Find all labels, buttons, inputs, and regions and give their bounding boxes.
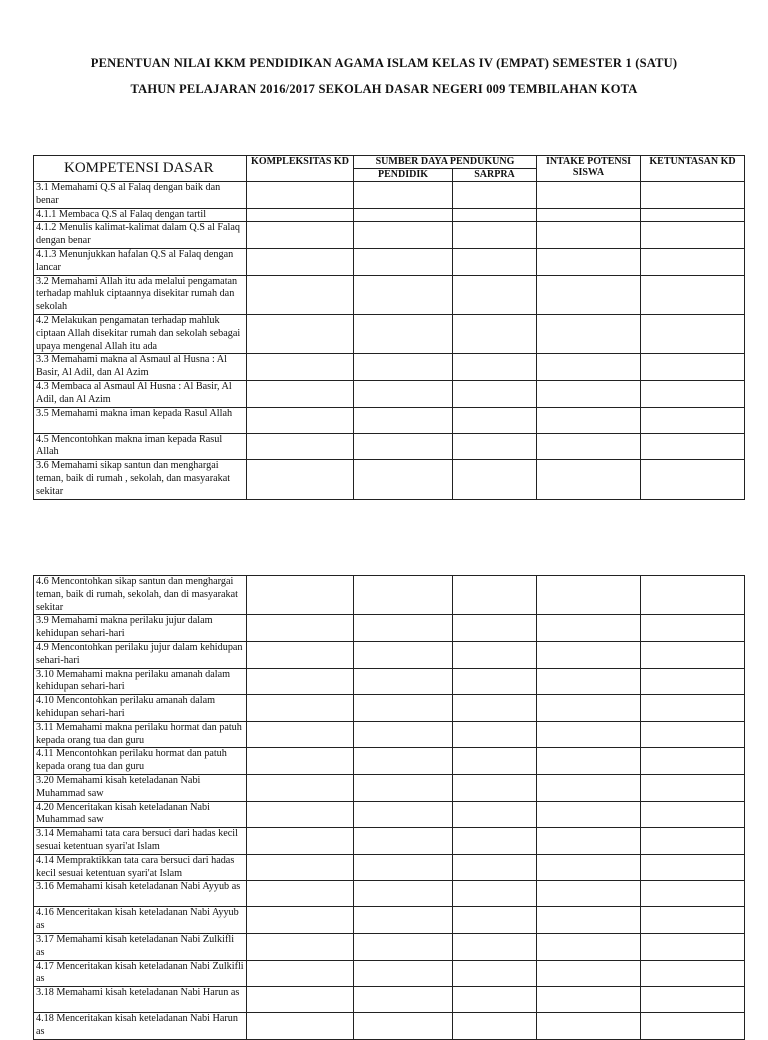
table-row <box>34 987 745 1013</box>
pendidik-cell[interactable] <box>354 314 453 353</box>
sarpra-cell[interactable] <box>453 907 537 934</box>
ketuntasan-cell[interactable] <box>641 801 745 828</box>
table-row <box>34 248 745 275</box>
table-row <box>34 615 745 642</box>
table-row <box>34 275 745 314</box>
kompleksitas-cell[interactable] <box>247 460 354 499</box>
intake-cell[interactable] <box>537 248 641 275</box>
kompleksitas-cell[interactable] <box>247 907 354 934</box>
kompleksitas-cell[interactable] <box>247 641 354 668</box>
pendidik-cell[interactable] <box>354 641 453 668</box>
pendidik-cell[interactable] <box>354 854 453 881</box>
kompetensi-dasar-cell: 4.2 Melakukan pengamatan terhadap mahluk ciptaan Allah disekitar rumah dan sekolah sebagai upaya mengenal Allah itu ada <box>34 314 247 353</box>
sarpra-cell[interactable] <box>453 933 537 960</box>
header-kompetensi-dasar: KOMPETENSI DASAR <box>34 156 247 182</box>
table-row <box>34 182 745 209</box>
header-ketuntasan-kd: KETUNTASAN KD <box>641 156 745 182</box>
kompleksitas-cell[interactable] <box>247 248 354 275</box>
intake-cell[interactable] <box>537 222 641 249</box>
kompetensi-dasar-cell: 4.17 Menceritakan kisah keteladanan Nabi Zulkifli as <box>34 960 247 987</box>
pendidik-cell[interactable] <box>354 222 453 249</box>
kompetensi-dasar-cell: 3.3 Memahami makna al Asmaul al Husna : Al Basir, Al Adil, dan Al Azim <box>34 354 247 381</box>
sarpra-cell[interactable] <box>453 182 537 209</box>
ketuntasan-cell[interactable] <box>641 933 745 960</box>
kompetensi-dasar-cell: 3.11 Memahami makna perilaku hormat dan patuh kepada orang tua dan guru <box>34 721 247 748</box>
ketuntasan-cell[interactable] <box>641 774 745 801</box>
ketuntasan-cell[interactable] <box>641 641 745 668</box>
sarpra-cell[interactable] <box>453 380 537 407</box>
intake-cell[interactable] <box>537 828 641 855</box>
intake-cell[interactable] <box>537 576 641 615</box>
ketuntasan-cell[interactable] <box>641 407 745 433</box>
pendidik-cell[interactable] <box>354 668 453 695</box>
ketuntasan-cell[interactable] <box>641 208 745 222</box>
pendidik-cell[interactable] <box>354 695 453 722</box>
sarpra-cell[interactable] <box>453 314 537 353</box>
intake-cell[interactable] <box>537 933 641 960</box>
pendidik-cell[interactable] <box>354 960 453 987</box>
table-row <box>34 933 745 960</box>
table-row <box>34 314 745 353</box>
pendidik-cell[interactable] <box>354 576 453 615</box>
kompleksitas-cell[interactable] <box>247 354 354 381</box>
document-title: PENENTUAN NILAI KKM PENDIDIKAN AGAMA ISLAM KELAS IV (EMPAT) SEMESTER 1 (SATU) <box>90 56 678 70</box>
header-intake-potensi-siswa: INTAKE POTENSI SISWA <box>537 156 641 182</box>
ketuntasan-cell[interactable] <box>641 460 745 499</box>
kompleksitas-cell[interactable] <box>247 695 354 722</box>
sarpra-cell[interactable] <box>453 801 537 828</box>
ketuntasan-cell[interactable] <box>641 222 745 249</box>
pendidik-cell[interactable] <box>354 182 453 209</box>
ketuntasan-cell[interactable] <box>641 380 745 407</box>
intake-cell[interactable] <box>537 668 641 695</box>
ketuntasan-cell[interactable] <box>641 881 745 907</box>
kompleksitas-cell[interactable] <box>247 433 354 460</box>
kompetensi-dasar-cell: 4.9 Mencontohkan perilaku jujur dalam kehidupan sehari-hari <box>34 641 247 668</box>
kompleksitas-cell[interactable] <box>247 774 354 801</box>
kompetensi-dasar-cell: 3.6 Memahami sikap santun dan menghargai teman, baik di rumah , sekolah, dan masyarakat sekitar <box>34 460 247 499</box>
ketuntasan-cell[interactable] <box>641 314 745 353</box>
sarpra-cell[interactable] <box>453 275 537 314</box>
sarpra-cell[interactable] <box>453 641 537 668</box>
kompleksitas-cell[interactable] <box>247 407 354 433</box>
intake-cell[interactable] <box>537 748 641 775</box>
ketuntasan-cell[interactable] <box>641 615 745 642</box>
kompetensi-dasar-cell: 3.2 Memahami Allah itu ada melalui pengamatan terhadap mahluk ciptaannya disekitar rumah dan sekolah <box>34 275 247 314</box>
intake-cell[interactable] <box>537 314 641 353</box>
kompleksitas-cell[interactable] <box>247 222 354 249</box>
table-row <box>34 854 745 881</box>
table-row <box>34 960 745 987</box>
kompetensi-dasar-cell: 4.1.2 Menulis kalimat-kalimat dalam Q.S al Falaq dengan benar <box>34 222 247 249</box>
sarpra-cell[interactable] <box>453 695 537 722</box>
table-row <box>34 460 745 499</box>
kompleksitas-cell[interactable] <box>247 854 354 881</box>
kompleksitas-cell[interactable] <box>247 801 354 828</box>
table-row <box>34 407 745 433</box>
intake-cell[interactable] <box>537 695 641 722</box>
pendidik-cell[interactable] <box>354 774 453 801</box>
intake-cell[interactable] <box>537 615 641 642</box>
sarpra-cell[interactable] <box>453 433 537 460</box>
pendidik-cell[interactable] <box>354 987 453 1013</box>
intake-cell[interactable] <box>537 721 641 748</box>
kompleksitas-cell[interactable] <box>247 933 354 960</box>
sarpra-cell[interactable] <box>453 248 537 275</box>
table-row <box>34 907 745 934</box>
ketuntasan-cell[interactable] <box>641 695 745 722</box>
ketuntasan-cell[interactable] <box>641 248 745 275</box>
kompetensi-dasar-cell: 4.16 Menceritakan kisah keteladanan Nabi Ayyub as <box>34 907 247 934</box>
ketuntasan-cell[interactable] <box>641 1013 745 1040</box>
kompleksitas-cell[interactable] <box>247 721 354 748</box>
intake-cell[interactable] <box>537 208 641 222</box>
pendidik-cell[interactable] <box>354 1013 453 1040</box>
kompleksitas-cell[interactable] <box>247 208 354 222</box>
pendidik-cell[interactable] <box>354 460 453 499</box>
pendidik-cell[interactable] <box>354 433 453 460</box>
table-row <box>34 801 745 828</box>
sarpra-cell[interactable] <box>453 881 537 907</box>
kompetensi-dasar-cell: 3.14 Memahami tata cara bersuci dari hadas kecil sesuai ketentuan syari'at Islam <box>34 828 247 855</box>
kompleksitas-cell[interactable] <box>247 576 354 615</box>
ketuntasan-cell[interactable] <box>641 576 745 615</box>
pendidik-cell[interactable] <box>354 933 453 960</box>
pendidik-cell[interactable] <box>354 828 453 855</box>
header-kompleksitas-kd: KOMPLEKSITAS KD <box>247 156 354 182</box>
intake-cell[interactable] <box>537 774 641 801</box>
ketuntasan-cell[interactable] <box>641 275 745 314</box>
kompetensi-dasar-cell: 4.1.3 Menunjukkan hafalan Q.S al Falaq dengan lancar <box>34 248 247 275</box>
ketuntasan-cell[interactable] <box>641 354 745 381</box>
intake-cell[interactable] <box>537 641 641 668</box>
intake-cell[interactable] <box>537 881 641 907</box>
document-subtitle: TAHUN PELAJARAN 2016/2017 SEKOLAH DASAR NEGERI 009 TEMBILAHAN KOTA <box>130 82 638 96</box>
sarpra-cell[interactable] <box>453 407 537 433</box>
sarpra-cell[interactable] <box>453 354 537 381</box>
pendidik-cell[interactable] <box>354 721 453 748</box>
intake-cell[interactable] <box>537 380 641 407</box>
kompetensi-dasar-cell: 4.10 Mencontohkan perilaku amanah dalam kehidupan sehari-hari <box>34 695 247 722</box>
kompetensi-dasar-cell: 4.18 Menceritakan kisah keteladanan Nabi Harun as <box>34 1013 247 1040</box>
table-row <box>34 668 745 695</box>
intake-cell[interactable] <box>537 960 641 987</box>
table-row <box>34 748 745 775</box>
ketuntasan-cell[interactable] <box>641 721 745 748</box>
kompleksitas-cell[interactable] <box>247 748 354 775</box>
kompetensi-dasar-cell: 3.17 Memahami kisah keteladanan Nabi Zulkifli as <box>34 933 247 960</box>
pendidik-cell[interactable] <box>354 407 453 433</box>
table-row <box>34 208 745 222</box>
sarpra-cell[interactable] <box>453 222 537 249</box>
header-sarpra: SARPRA <box>453 169 537 182</box>
intake-cell[interactable] <box>537 182 641 209</box>
intake-cell[interactable] <box>537 275 641 314</box>
sarpra-cell[interactable] <box>453 615 537 642</box>
kompetensi-dasar-cell: 4.11 Mencontohkan perilaku hormat dan patuh kepada orang tua dan guru <box>34 748 247 775</box>
kompetensi-dasar-cell: 4.5 Mencontohkan makna iman kepada Rasul Allah <box>34 433 247 460</box>
kompetensi-dasar-cell: 3.9 Memahami makna perilaku jujur dalam kehidupan sehari-hari <box>34 615 247 642</box>
intake-cell[interactable] <box>537 907 641 934</box>
table-row <box>34 828 745 855</box>
kompetensi-dasar-cell: 4.1.1 Membaca Q.S al Falaq dengan tartil <box>34 208 247 222</box>
kompleksitas-cell[interactable] <box>247 668 354 695</box>
ketuntasan-cell[interactable] <box>641 828 745 855</box>
sarpra-cell[interactable] <box>453 828 537 855</box>
table-row <box>34 380 745 407</box>
table-row <box>34 721 745 748</box>
ketuntasan-cell[interactable] <box>641 748 745 775</box>
kompleksitas-cell[interactable] <box>247 380 354 407</box>
sarpra-cell[interactable] <box>453 1013 537 1040</box>
header-pendidik: PENDIDIK <box>354 169 453 182</box>
sarpra-cell[interactable] <box>453 576 537 615</box>
sarpra-cell[interactable] <box>453 208 537 222</box>
intake-cell[interactable] <box>537 801 641 828</box>
ketuntasan-cell[interactable] <box>641 987 745 1013</box>
sarpra-cell[interactable] <box>453 721 537 748</box>
sarpra-cell[interactable] <box>453 854 537 881</box>
pendidik-cell[interactable] <box>354 248 453 275</box>
pendidik-cell[interactable] <box>354 907 453 934</box>
kkm-table-1 <box>33 155 745 500</box>
kompetensi-dasar-cell: 4.20 Menceritakan kisah keteladanan Nabi Muhammad saw <box>34 801 247 828</box>
intake-cell[interactable] <box>537 987 641 1013</box>
sarpra-cell[interactable] <box>453 774 537 801</box>
pendidik-cell[interactable] <box>354 615 453 642</box>
ketuntasan-cell[interactable] <box>641 182 745 209</box>
table-row <box>34 222 745 249</box>
pendidik-cell[interactable] <box>354 801 453 828</box>
pendidik-cell[interactable] <box>354 748 453 775</box>
kompetensi-dasar-cell: 3.1 Memahami Q.S al Falaq dengan baik dan benar <box>34 182 247 209</box>
kompetensi-dasar-cell: 3.20 Memahami kisah keteladanan Nabi Muhammad saw <box>34 774 247 801</box>
sarpra-cell[interactable] <box>453 987 537 1013</box>
table-row <box>34 433 745 460</box>
ketuntasan-cell[interactable] <box>641 854 745 881</box>
sarpra-cell[interactable] <box>453 748 537 775</box>
kompetensi-dasar-cell: 4.3 Membaca al Asmaul Al Husna : Al Basir, Al Adil, dan Al Azim <box>34 380 247 407</box>
kkm-table-2 <box>33 575 745 1040</box>
ketuntasan-cell[interactable] <box>641 668 745 695</box>
intake-cell[interactable] <box>537 1013 641 1040</box>
pendidik-cell[interactable] <box>354 354 453 381</box>
kompleksitas-cell[interactable] <box>247 828 354 855</box>
kompetensi-dasar-cell: 4.6 Mencontohkan sikap santun dan menghargai teman, baik di rumah, sekolah, dan di masyarakat sekitar <box>34 576 247 615</box>
header-sumber-daya-pendukung: SUMBER DAYA PENDUKUNG <box>354 156 537 169</box>
kompetensi-dasar-cell: 3.18 Memahami kisah keteladanan Nabi Harun as <box>34 987 247 1013</box>
intake-cell[interactable] <box>537 407 641 433</box>
table-row <box>34 1013 745 1040</box>
pendidik-cell[interactable] <box>354 208 453 222</box>
pendidik-cell[interactable] <box>354 380 453 407</box>
intake-cell[interactable] <box>537 460 641 499</box>
kompleksitas-cell[interactable] <box>247 275 354 314</box>
intake-cell[interactable] <box>537 854 641 881</box>
kompetensi-dasar-cell: 4.14 Mempraktikkan tata cara bersuci dari hadas kecil sesuai ketentuan syari'at Islam <box>34 854 247 881</box>
pendidik-cell[interactable] <box>354 275 453 314</box>
ketuntasan-cell[interactable] <box>641 433 745 460</box>
kompleksitas-cell[interactable] <box>247 182 354 209</box>
kompleksitas-cell[interactable] <box>247 1013 354 1040</box>
intake-cell[interactable] <box>537 433 641 460</box>
sarpra-cell[interactable] <box>453 960 537 987</box>
table-row <box>34 774 745 801</box>
ketuntasan-cell[interactable] <box>641 960 745 987</box>
sarpra-cell[interactable] <box>453 460 537 499</box>
kompleksitas-cell[interactable] <box>247 960 354 987</box>
ketuntasan-cell[interactable] <box>641 907 745 934</box>
table-row <box>34 576 745 615</box>
table-row <box>34 695 745 722</box>
kompetensi-dasar-cell: 3.10 Memahami makna perilaku amanah dalam kehidupan sehari-hari <box>34 668 247 695</box>
kompleksitas-cell[interactable] <box>247 615 354 642</box>
intake-cell[interactable] <box>537 354 641 381</box>
pendidik-cell[interactable] <box>354 881 453 907</box>
kompleksitas-cell[interactable] <box>247 987 354 1013</box>
table-row <box>34 354 745 381</box>
table-row <box>34 641 745 668</box>
table-row <box>34 881 745 907</box>
kompetensi-dasar-cell: 3.16 Memahami kisah keteladanan Nabi Ayyub as <box>34 881 247 907</box>
kompleksitas-cell[interactable] <box>247 881 354 907</box>
sarpra-cell[interactable] <box>453 668 537 695</box>
kompleksitas-cell[interactable] <box>247 314 354 353</box>
kompetensi-dasar-cell: 3.5 Memahami makna iman kepada Rasul Allah <box>34 407 247 433</box>
